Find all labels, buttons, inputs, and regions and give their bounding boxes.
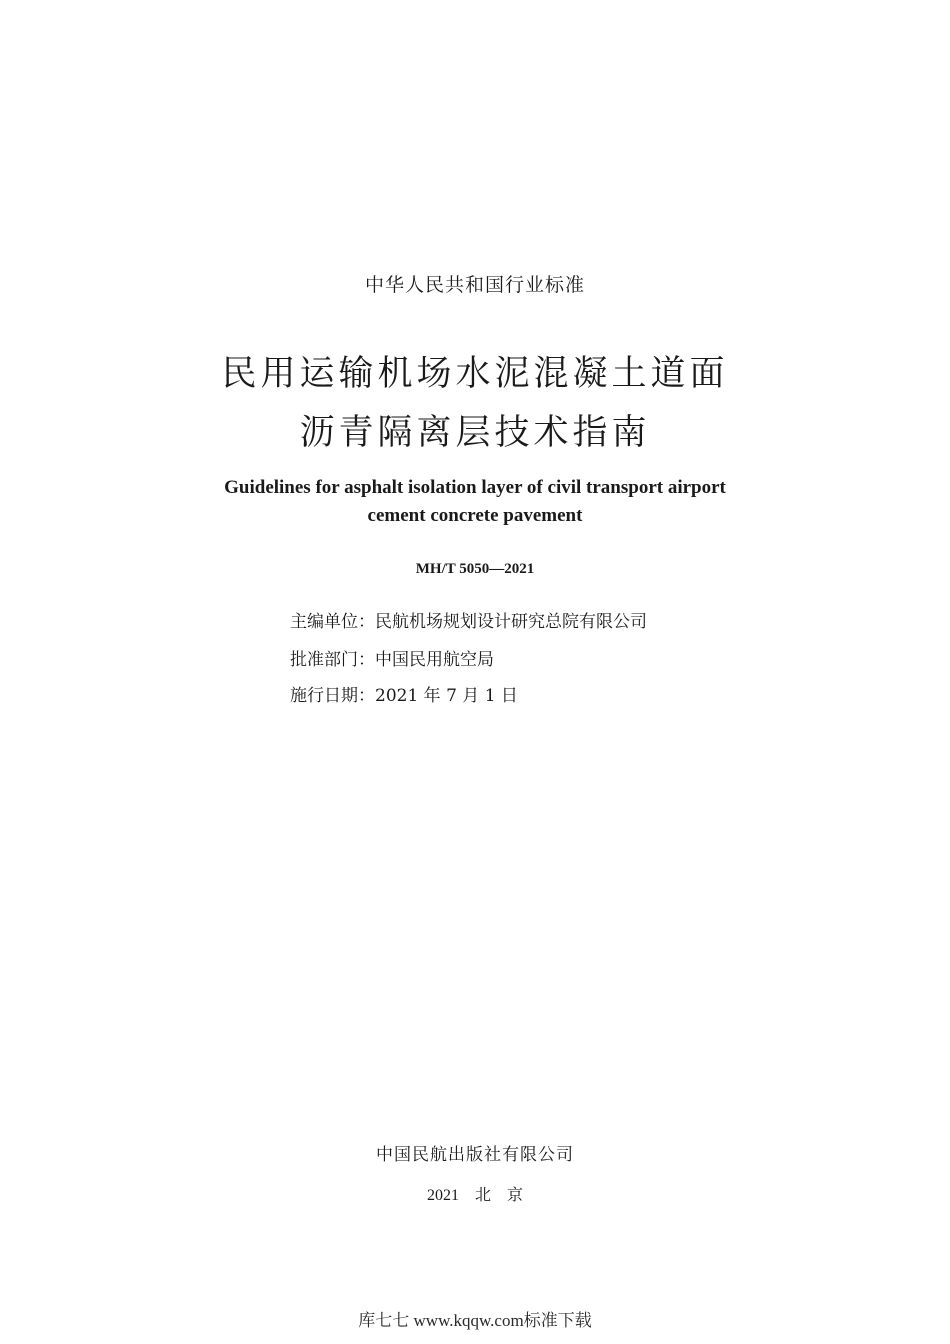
effective-date-label: 施行日期： <box>290 686 375 706</box>
watermark-text: 库七七 www.kqqw.com标准下载 <box>358 1311 592 1330</box>
title-chinese-line-1: 民用运输机场水泥混凝土道面 <box>221 354 729 394</box>
editor-label: 主编单位： <box>290 612 375 632</box>
publication-place: 2021 北 京 <box>426 1187 523 1204</box>
effective-date-row <box>290 681 518 706</box>
title-english-line-2: cement concrete pavement <box>367 505 583 526</box>
publisher-name: 中国民航出版社有限公司 <box>376 1145 574 1165</box>
effective-date-value: 2021 年 7 月 1 日 <box>375 686 518 706</box>
approver-value: 中国民用航空局 <box>375 650 494 670</box>
title-chinese-line-2: 沥青隔离层技术指南 <box>299 413 651 453</box>
approver-row <box>290 645 494 670</box>
approver-label: 批准部门： <box>290 650 375 670</box>
editor-row <box>290 607 647 632</box>
standard-category: 中华人民共和国行业标准 <box>364 274 585 296</box>
title-english-line-1: Guidelines for asphalt isolation layer of civil transport airport <box>224 477 726 498</box>
standard-number: MH/T 5050—2021 <box>415 561 535 577</box>
editor-value: 民航机场规划设计研究总院有限公司 <box>375 612 647 632</box>
